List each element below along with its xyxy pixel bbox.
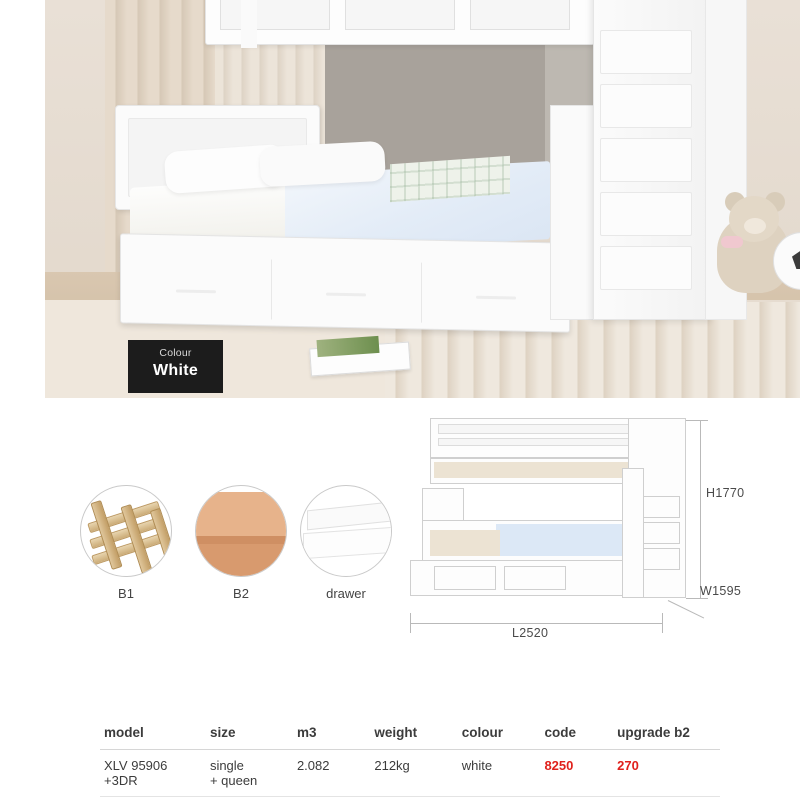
- upper-bunk-post: [241, 0, 257, 48]
- drawing-lower-mattress-fill: [430, 530, 500, 556]
- cell-code: 8250: [540, 750, 613, 797]
- bed-base-with-drawers: [120, 233, 570, 332]
- colour-badge: [128, 340, 223, 393]
- stair-step: [600, 30, 692, 74]
- upper-bunk-rail-left: [220, 0, 330, 30]
- cell-model-line1: XLV 95906: [104, 758, 168, 773]
- material-b2-label: B2: [233, 586, 249, 601]
- spec-table-section: [0, 700, 800, 800]
- drawer-handle: [176, 289, 216, 293]
- stair-step: [600, 246, 692, 290]
- col-header-weight: weight: [370, 718, 457, 750]
- drawing-rail-bar: [438, 424, 632, 434]
- drawing-drawer: [504, 566, 566, 590]
- drawer-handle: [326, 293, 366, 297]
- dimension-tick: [410, 613, 411, 633]
- dimension-tick: [686, 420, 708, 421]
- cell-size-line2: + queen: [209, 773, 258, 788]
- cell-m3: 2.082: [293, 750, 370, 797]
- material-drawer-icon: [300, 485, 392, 577]
- drawer-handle: [476, 296, 516, 300]
- drawing-upper-mattress-fill: [434, 462, 654, 478]
- stair-step: [600, 138, 692, 182]
- dimension-length-label: L2520: [512, 626, 549, 640]
- dimension-height-label: H1770: [706, 486, 745, 500]
- bed-side-panel: [550, 105, 596, 320]
- cell-model: [100, 750, 206, 797]
- cell-upgrade-b2: 270: [613, 750, 720, 797]
- cell-size-line1: single: [209, 758, 244, 773]
- col-header-colour: colour: [458, 718, 541, 750]
- material-b2-icon: [195, 485, 287, 577]
- col-header-code: code: [540, 718, 613, 750]
- drawing-duvet: [496, 524, 622, 556]
- stair-step: [600, 84, 692, 128]
- col-header-size: size: [206, 718, 293, 750]
- dimension-line-width: [668, 600, 704, 618]
- table-header-row: [100, 718, 720, 750]
- dimension-line-length: [410, 623, 662, 624]
- stair-step: [600, 192, 692, 236]
- dimension-drawing: [400, 408, 770, 648]
- drawer-divider: [271, 259, 272, 319]
- colour-badge-label: Colour: [159, 347, 192, 359]
- drawing-drawer: [434, 566, 496, 590]
- teddy-bear-muzzle: [744, 218, 766, 234]
- dimension-line-height: [700, 420, 701, 598]
- wood-slats-icon: [80, 485, 172, 577]
- cell-colour: white: [458, 750, 541, 797]
- drawing-stair-side: [622, 468, 644, 598]
- drawing-rail-bar: [438, 438, 632, 446]
- teddy-bear-bow: [721, 236, 743, 248]
- dimension-tick: [686, 598, 708, 599]
- material-drawer-label: drawer: [326, 586, 366, 601]
- product-photo: [45, 0, 800, 398]
- dimension-width-label: W1595: [700, 584, 742, 598]
- material-b1-icon: [80, 485, 172, 577]
- spec-table: [100, 718, 720, 797]
- col-header-m3: m3: [293, 718, 370, 750]
- colour-badge-value: White: [152, 362, 199, 379]
- upper-bunk-rail-right: [470, 0, 570, 30]
- material-b1-label: B1: [118, 586, 134, 601]
- materials-and-dimensions: [0, 400, 800, 680]
- table-row: [100, 750, 720, 797]
- cell-weight: 212kg: [370, 750, 457, 797]
- cell-model-line2: +3DR: [104, 773, 138, 788]
- col-header-model: model: [100, 718, 206, 750]
- upper-bunk-rail-center: [345, 0, 455, 30]
- col-header-upgrade-b2: upgrade b2: [613, 718, 720, 750]
- drawer-divider: [421, 263, 422, 323]
- dimension-tick: [662, 613, 663, 633]
- pillow-front: [259, 141, 386, 187]
- cell-size: [206, 750, 293, 797]
